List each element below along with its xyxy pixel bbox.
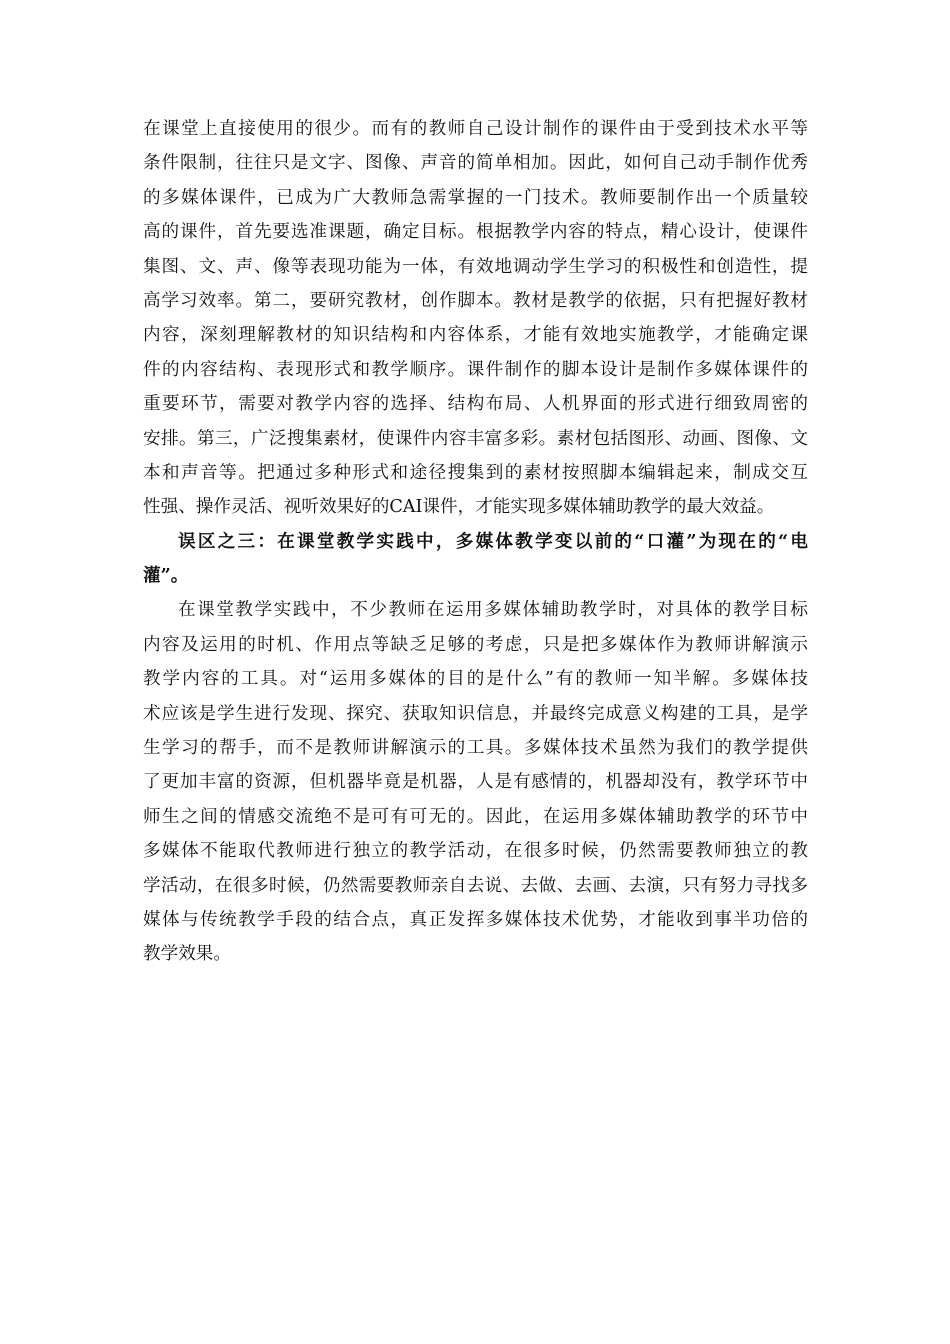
paragraph-line: 件的内容结构、表现形式和教学顺序。课件制作的脚本设计是制作多媒体课件的 — [143, 359, 808, 380]
document-body — [143, 112, 808, 972]
paragraph-line: 媒体与传统教学手段的结合点，真正发挥多媒体技术优势，才能收到事半功倍的 — [143, 909, 808, 930]
paragraph-line: 本和声音等。把通过多种形式和途径搜集到的素材按照脚本编辑起来，制成交互 — [143, 462, 808, 483]
section-heading — [143, 525, 808, 594]
paragraph-line: 在课堂上直接使用的很少。而有的教师自己设计制作的课件由于受到技术水平等 — [143, 119, 808, 139]
paragraph-line: 高学习效率。第二，要研究教材，创作脚本。教材是教学的依据，只有把握好教材 — [143, 290, 808, 311]
paragraph-line: 内容及运用的时机、作用点等缺乏足够的考虑，只是把多媒体作为教师讲解演示 — [143, 634, 808, 655]
heading-line: 误区之三：在课堂教学实践中，多媒体教学变以前的“口灌”为现在的“电 — [178, 530, 808, 552]
paragraph-line: 重要环节，需要对教学内容的选择、结构布局、人机界面的形式进行细致周密的 — [143, 394, 808, 415]
paragraph-line: 学活动，在很多时候，仍然需要教师亲自去说、去做、去画、去演，只有努力寻找多 — [143, 875, 808, 896]
paragraph-2 — [143, 593, 808, 971]
paragraph-line: 术应该是学生进行发现、探究、获取知识信息，并最终完成意义构建的工具，是学 — [143, 703, 808, 724]
paragraph-line: 集图、文、声、像等表现功能为一体，有效地调动学生学习的积极性和创造性，提 — [143, 256, 808, 277]
paragraph-line: 了更加丰富的资源，但机器毕竟是机器，人是有感情的，机器却没有，教学环节中 — [143, 772, 808, 793]
paragraph-line: 教学效果。 — [143, 944, 231, 965]
paragraph-line: 高的课件，首先要选准课题，确定目标。根据教学内容的特点，精心设计，使课件 — [143, 222, 808, 243]
paragraph-line: 教学内容的工具。对“运用多媒体的目的是什么”有的教师一知半解。多媒体技 — [143, 669, 808, 690]
paragraph-line: 安排。第三，广泛搜集素材，使课件内容丰富多彩。素材包括图形、动画、图像、文 — [143, 428, 808, 449]
paragraph-line: 内容，深刻理解教材的知识结构和内容体系，才能有效地实施教学，才能确定课 — [143, 325, 808, 346]
paragraph-line: 师生之间的情感交流绝不是可有可无的。因此，在运用多媒体辅助教学的环节中 — [143, 806, 808, 827]
heading-line: 灌”。 — [143, 565, 189, 587]
paragraph-line: 多媒体不能取代教师进行独立的教学活动，在很多时候，仍然需要教师独立的教 — [143, 841, 808, 862]
paragraph-line: 在课堂教学实践中，不少教师在运用多媒体辅助教学时，对具体的教学目标 — [178, 600, 808, 621]
paragraph-line: 生学习的帮手，而不是教师讲解演示的工具。多媒体技术虽然为我们的教学提供 — [143, 738, 808, 759]
paragraph-1 — [143, 112, 808, 525]
paragraph-line: 性强、操作灵活、视听效果好的CAI课件，才能实现多媒体辅助教学的最大效益。 — [143, 497, 775, 518]
paragraph-line: 的多媒体课件，已成为广大教师急需掌握的一门技术。教师要制作出一个质量较 — [143, 187, 808, 208]
paragraph-line: 条件限制，往往只是文字、图像、声音的简单相加。因此，如何自己动手制作优秀 — [143, 153, 808, 174]
